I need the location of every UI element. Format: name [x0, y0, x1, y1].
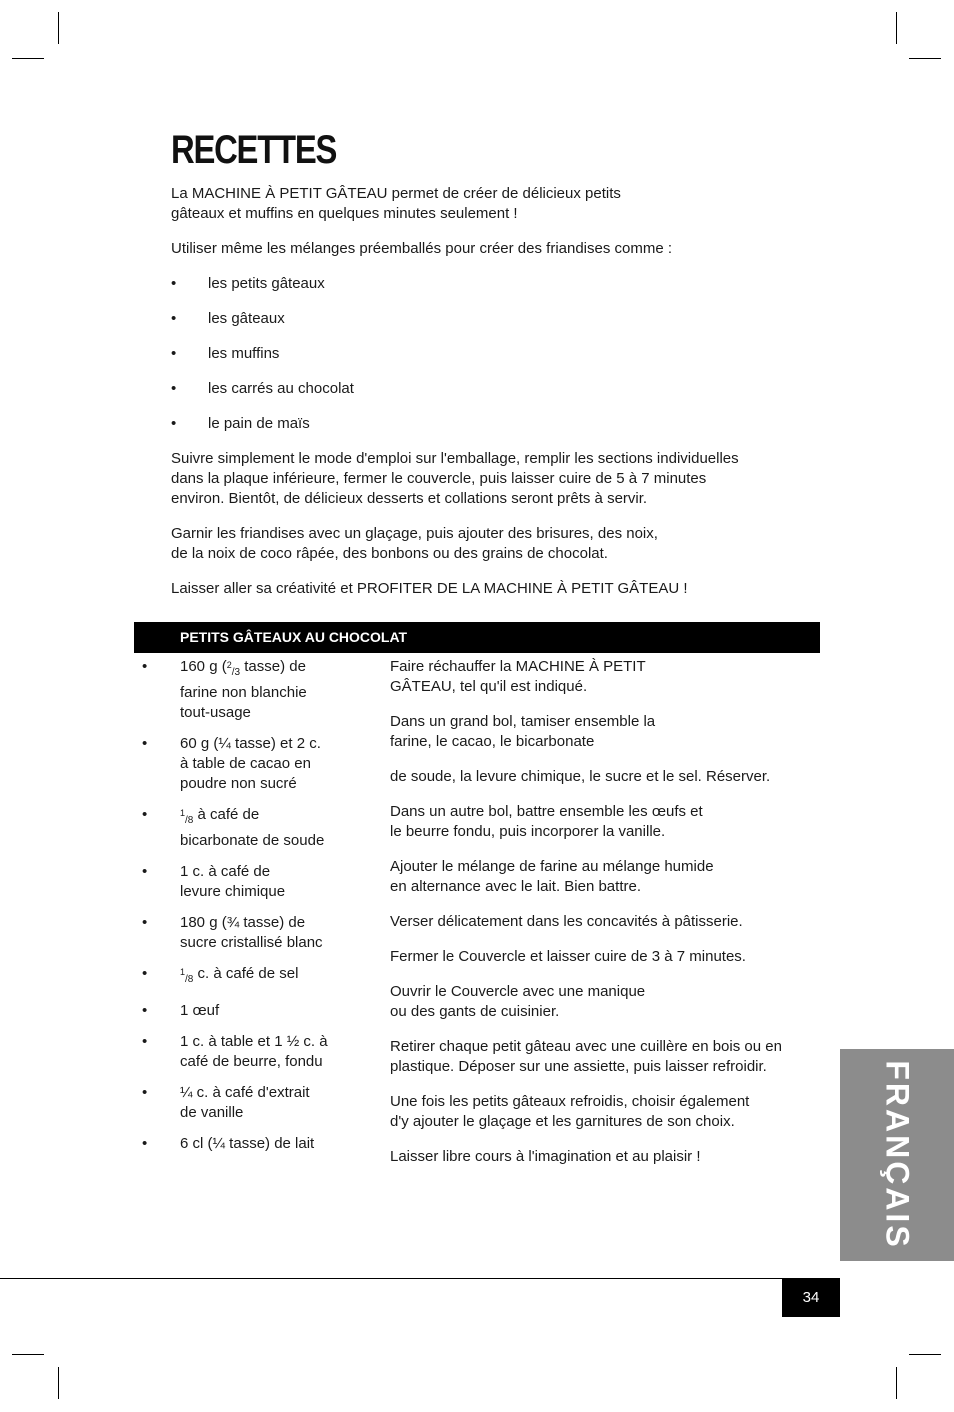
text-line: Dans un grand bol, tamiser ensemble la — [390, 713, 656, 730]
text-line: 1 œuf — [180, 1002, 220, 1019]
bullet: • — [171, 415, 177, 432]
step — [390, 982, 815, 1022]
step: de soude, la levure chimique, le sucre et le sel. Réserver. — [390, 768, 771, 785]
crop-mark — [12, 1354, 44, 1355]
list-item-label: les petits gâteaux — [208, 275, 325, 292]
text-line: environ. Bientôt, de délicieux desserts et collations seront prêts à servir. — [171, 490, 648, 507]
bullet: • — [142, 735, 148, 752]
text-line: La MACHINE À PETIT GÂTEAU permet de créer de délicieux petits — [171, 185, 621, 202]
ingredient-item — [134, 805, 364, 851]
list-item-label: les carrés au chocolat — [208, 380, 354, 397]
ingredient-item — [134, 734, 364, 794]
bullet: • — [171, 275, 177, 292]
ingredient-item — [134, 1032, 364, 1072]
recipe-header-band — [134, 622, 820, 653]
text-line: Garnir les friandises avec un glaçage, puis ajouter des brisures, des noix, — [171, 525, 658, 542]
text-fragment: 160 g ( — [180, 658, 227, 675]
text-line: Faire réchauffer la MACHINE À PETIT — [390, 658, 646, 675]
text-line: 180 g (¾ tasse) de — [180, 914, 306, 931]
text-line: gâteaux et muffins en quelques minutes seulement ! — [171, 205, 518, 222]
text-line: levure chimique — [180, 883, 286, 900]
bullet: • — [171, 345, 177, 362]
crop-mark — [896, 12, 897, 44]
text-line: café de beurre, fondu — [180, 1053, 323, 1070]
step — [390, 1092, 815, 1132]
bullet: • — [142, 658, 148, 675]
text-line: Suivre simplement le mode d'emploi sur l'emballage, remplir les sections individuelles — [171, 450, 739, 467]
text-line: GÂTEAU, tel qu'il est indiqué. — [390, 678, 588, 695]
ingredient-item — [134, 964, 364, 990]
text-line: 6 cl (¼ tasse) de lait — [180, 1135, 315, 1152]
text-line: Une fois les petits gâteaux refroidis, choisir également — [390, 1093, 750, 1110]
intro-paragraph: Utiliser même les mélanges préemballés pour créer des friandises comme : — [171, 240, 673, 257]
step: Fermer le Couvercle et laisser cuire de 3 à 7 minutes. — [390, 948, 746, 965]
text-line: de la noix de coco râpée, des bonbons ou des grains de chocolat. — [171, 545, 608, 562]
list-item — [171, 274, 811, 294]
crop-mark — [909, 1354, 941, 1355]
text-line: 1 c. à café de — [180, 863, 271, 880]
step — [390, 712, 815, 752]
bullet: • — [142, 863, 148, 880]
bullet: • — [171, 310, 177, 327]
text-line: 1 c. à table et 1 ½ c. à — [180, 1033, 328, 1050]
ingredient-item — [134, 862, 364, 902]
list-item-label: les gâteaux — [208, 310, 285, 327]
text-line: ou des gants de cuisinier. — [390, 1003, 560, 1020]
step: Verser délicatement dans les concavités à pâtisserie. — [390, 913, 743, 930]
list-item — [171, 379, 811, 399]
fraction-denominator: /3 — [231, 667, 241, 678]
text-line: à table de cacao en — [180, 755, 311, 772]
language-tab-label: FRANÇAIS — [879, 1060, 916, 1250]
step — [390, 1037, 815, 1077]
step: Laisser libre cours à l'imagination et au plaisir ! — [390, 1148, 701, 1165]
text-line: Ajouter le mélange de farine au mélange humide — [390, 858, 714, 875]
fraction-numerator: 2 — [226, 660, 232, 670]
step — [390, 857, 815, 897]
text-line: d'y ajouter le glaçage et les garnitures de son choix. — [390, 1113, 735, 1130]
recipe-title: PETITS GÂTEAUX AU CHOCOLAT — [180, 629, 408, 645]
instruction-steps — [390, 657, 815, 1182]
text-line: le beurre fondu, puis incorporer la vanille. — [390, 823, 666, 840]
page-title: RECETTES — [171, 128, 337, 172]
list-item — [171, 344, 811, 364]
treat-list — [171, 274, 811, 434]
ingredient-item — [134, 1001, 364, 1021]
text-fragment: à café de — [193, 806, 260, 823]
step — [390, 657, 815, 697]
text-line: sucre cristallisé blanc — [180, 934, 323, 951]
text-line: de vanille — [180, 1104, 244, 1121]
fraction-denominator: /8 — [185, 815, 194, 826]
text-line: en alternance avec le lait. Bien battre. — [390, 878, 641, 895]
fraction-numerator: 1 — [180, 967, 186, 977]
step — [390, 802, 815, 842]
text-line: plastique. Déposer sur une assiette, puis laisser refroidir. — [390, 1058, 767, 1075]
fraction-denominator: /8 — [185, 974, 194, 985]
intro-paragraph: Laisser aller sa créativité et PROFITER DE LA MACHINE À PETIT GÂTEAU ! — [171, 580, 688, 597]
text-fragment: c. à café de sel — [193, 965, 299, 982]
list-item — [171, 309, 811, 329]
list-item-label: le pain de maïs — [208, 415, 310, 432]
text-line: Retirer chaque petit gâteau avec une cuillère en bois ou en — [390, 1038, 782, 1055]
ingredient-list — [134, 657, 364, 1165]
language-tab — [840, 1049, 954, 1261]
crop-mark — [909, 58, 941, 59]
bullet: • — [142, 1084, 148, 1101]
bullet: • — [142, 965, 148, 982]
text-fragment: tasse) de — [240, 658, 306, 675]
text-line: Dans un autre bol, battre ensemble les œufs et — [390, 803, 703, 820]
text-line: 60 g (¼ tasse) et 2 c. — [180, 735, 321, 752]
bullet: • — [142, 806, 148, 823]
list-item-label: les muffins — [208, 345, 280, 362]
bullet: • — [171, 380, 177, 397]
text-line: tout-usage — [180, 704, 251, 721]
intro-paragraph — [171, 524, 811, 564]
bullet: • — [142, 914, 148, 931]
page-number: 34 — [782, 1278, 840, 1317]
text-line: farine non blanchie — [180, 684, 307, 701]
ingredient-item — [134, 913, 364, 953]
crop-mark — [12, 58, 44, 59]
footer-rule — [0, 1278, 840, 1279]
bullet: • — [142, 1033, 148, 1050]
text-line: Ouvrir le Couvercle avec une manique — [390, 983, 646, 1000]
text-line: ¼ c. à café d'extrait — [180, 1084, 310, 1101]
ingredient-item — [134, 1134, 364, 1154]
ingredient-item — [134, 657, 364, 723]
text-line: poudre non sucré — [180, 775, 297, 792]
crop-mark — [58, 12, 59, 44]
intro-paragraph — [171, 184, 811, 224]
intro-paragraph — [171, 449, 811, 509]
text-line: bicarbonate de soude — [180, 832, 325, 849]
ingredient-item — [134, 1083, 364, 1123]
crop-mark — [896, 1367, 897, 1399]
intro-section — [171, 184, 811, 614]
bullet: • — [142, 1135, 148, 1152]
crop-mark — [58, 1367, 59, 1399]
text-line: farine, le cacao, le bicarbonate — [390, 733, 595, 750]
text-line: dans la plaque inférieure, fermer le couvercle, puis laisser cuire de 5 à 7 minutes — [171, 470, 707, 487]
fraction-numerator: 1 — [180, 808, 186, 818]
list-item — [171, 414, 811, 434]
bullet: • — [142, 1002, 148, 1019]
